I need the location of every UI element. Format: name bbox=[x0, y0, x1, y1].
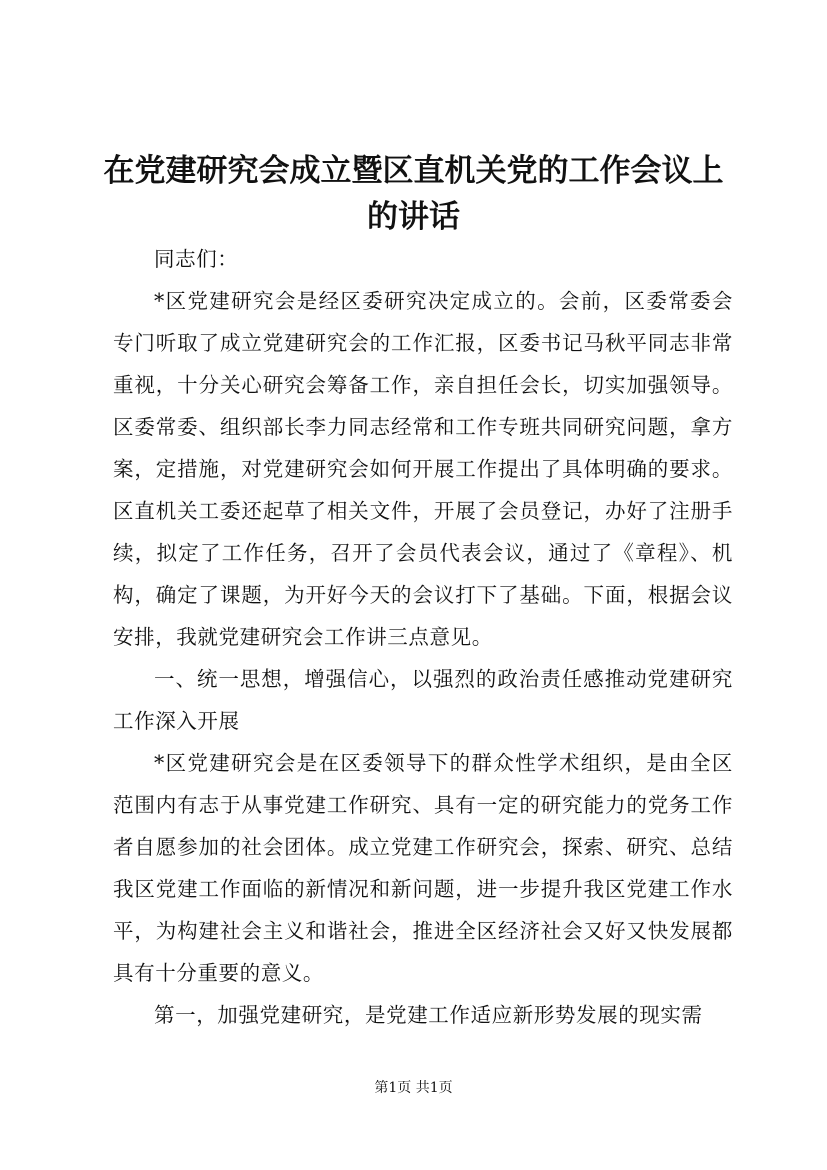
document-body bbox=[113, 238, 733, 1036]
section-heading-1: 一、统一思想，增强信心，以强烈的政治责任感推动党建研究工作深入开展 bbox=[113, 667, 733, 733]
document-title: 在党建研究会成立暨区直机关党的工作会议上的讲话 bbox=[103, 153, 724, 235]
page-footer: 第1页 共1页 bbox=[374, 1080, 453, 1096]
paragraph-greeting: 同志们： bbox=[154, 247, 239, 271]
paragraph-point-1: 第一，加强党建研究，是党建工作适应新形势发展的现实需 bbox=[154, 1003, 703, 1027]
paragraph-intro: *区党建研究会是经区委研究决定成立的。会前，区委常委会专门听取了成立党建研究会的工作汇报，区委书记马秋平同志非常重视，十分关心研究会筹备工作，亲自担任会长，切实加强领导。区委常委、组织部长李力同志经常和工作专班共同研究问题，拿方案，定措施，对党建研究会如何开展工作提出了具体明确的要求。区直机关工委还起草了相关文件，开展了会员登记，办好了注册手续，拟定了工作任务，召开了会员代表会议，通过了《章程》、机构，确定了课题，为开好今天的会议打下了基础。下面，根据会议安排，我就党建研究会工作讲三点意见。 bbox=[113, 289, 733, 649]
paragraph-section-1: *区党建研究会是在区委领导下的群众性学术组织，是由全区范围内有志于从事党建工作研究、具有一定的研究能力的党务工作者自愿参加的社会团体。成立党建工作研究会，探索、研究、总结我区党建工作面临的新情况和新问题，进一步提升我区党建工作水平，为构建社会主义和谐社会，推进全区经济社会又好又快发展都具有十分重要的意义。 bbox=[113, 751, 733, 985]
